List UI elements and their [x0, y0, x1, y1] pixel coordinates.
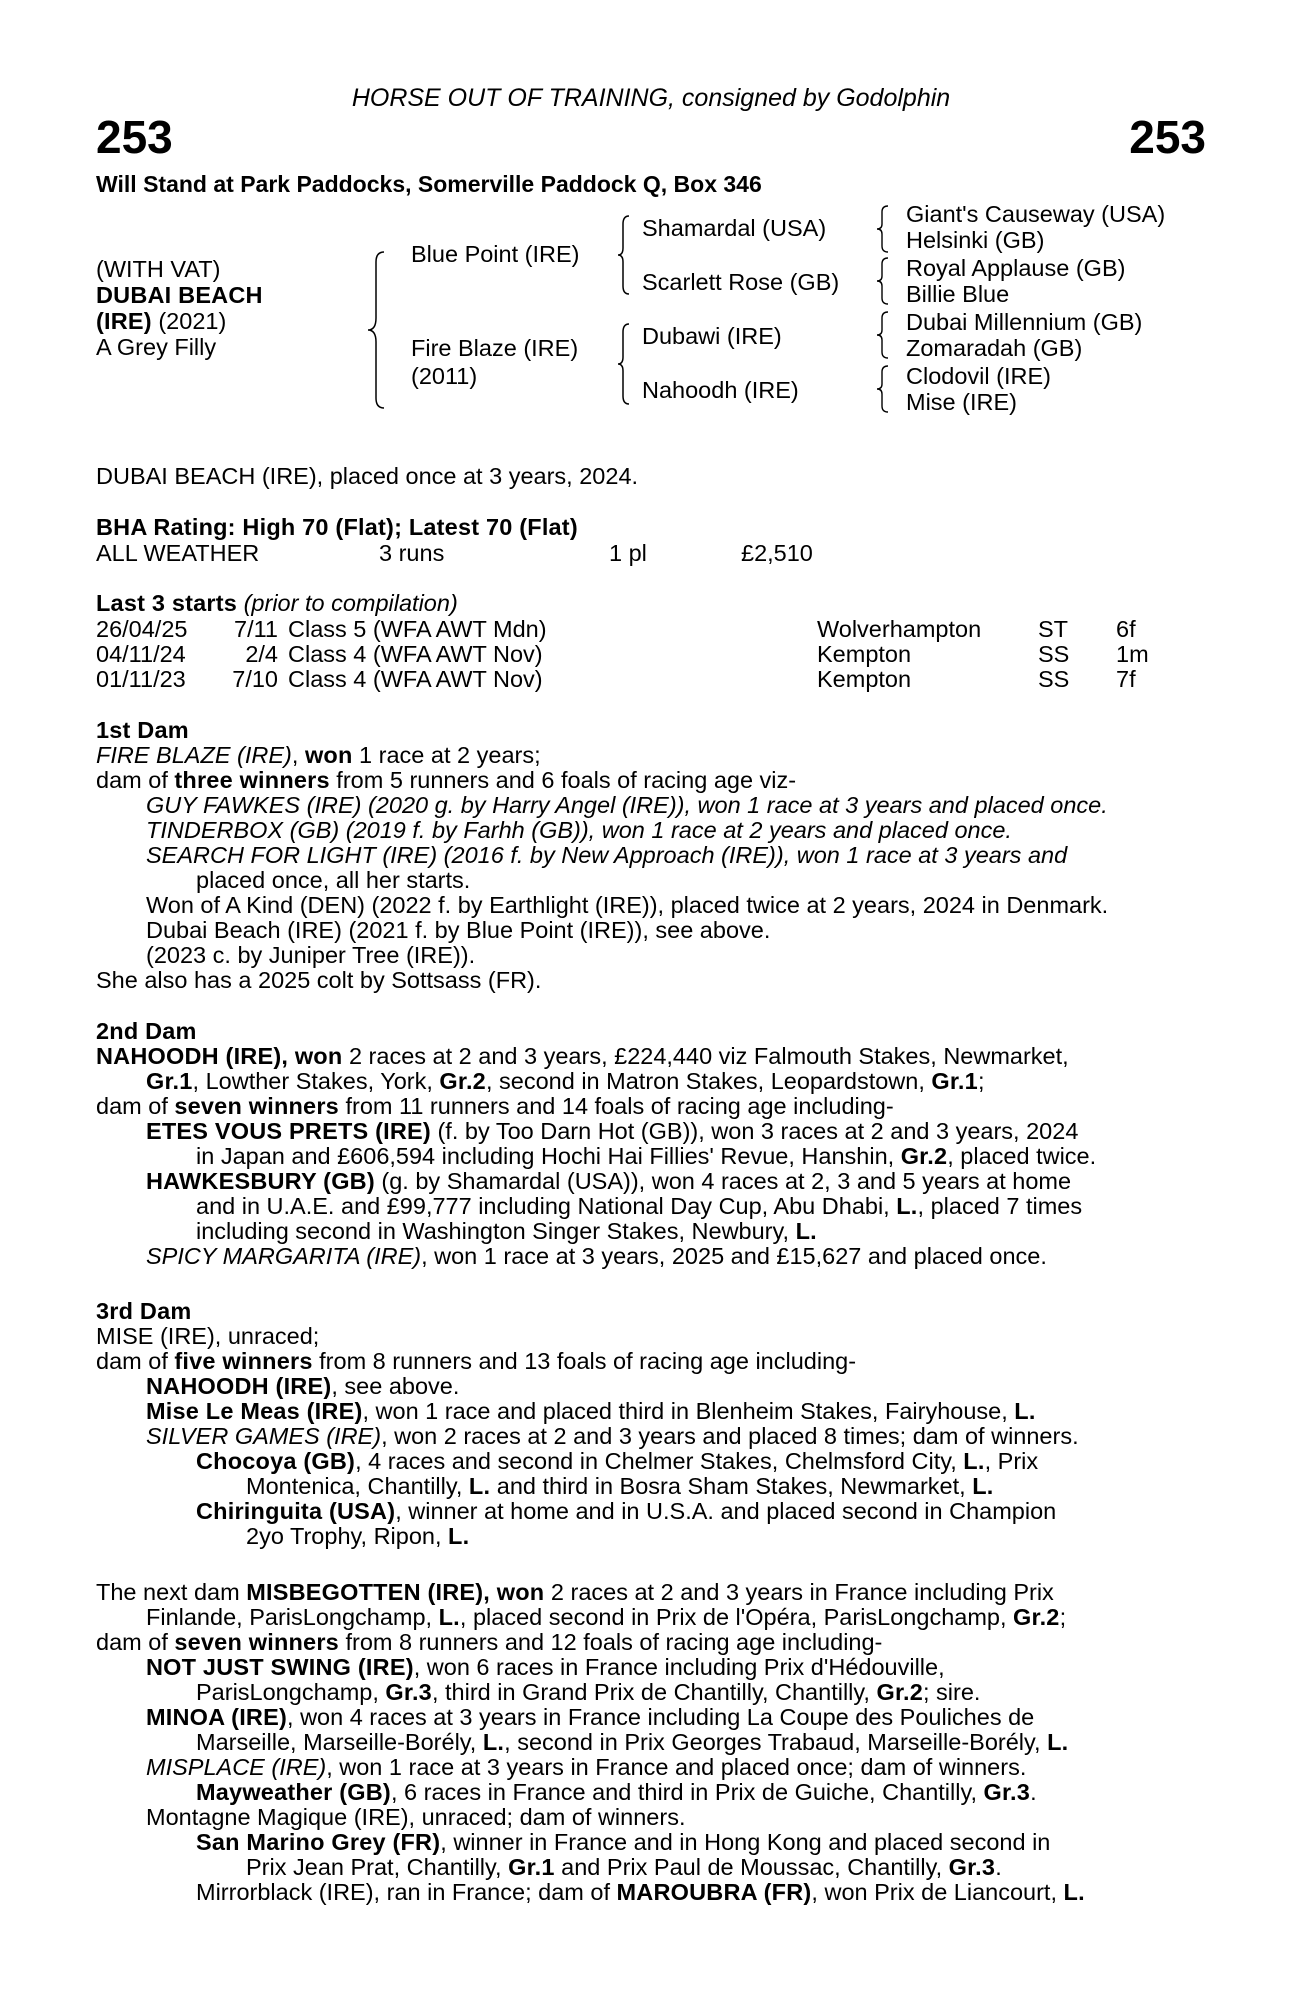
- horse-description: A Grey Filly: [96, 334, 217, 360]
- grade-label: Gr.1: [146, 1068, 193, 1094]
- winners-count: three winners: [174, 767, 330, 793]
- produce-entry-continued: [196, 1144, 1096, 1169]
- text-run: , placed 7 times: [917, 1193, 1083, 1219]
- rating-earnings: £2,510: [741, 540, 813, 566]
- listed-label: L.: [1047, 1729, 1069, 1755]
- text-run: from 8 runners and 13 foals of racing age including-: [312, 1348, 857, 1374]
- text-run: , third in Grand Prix de Chantilly, Chantilly,: [431, 1679, 877, 1705]
- start-going: SS: [1038, 641, 1070, 667]
- start-date: 04/11/24: [96, 641, 186, 667]
- horse-name: MAROUBRA (FR): [616, 1879, 812, 1905]
- produce-entry-continued: [246, 1524, 469, 1549]
- text-run: from 8 runners and 12 foals of racing age including-: [338, 1629, 883, 1655]
- produce-entry: Dubai Beach (IRE) (2021 f. by Blue Point (IRE)), see above.: [146, 917, 771, 943]
- sire-brace: [616, 214, 632, 296]
- second-dam-line: [146, 1069, 984, 1094]
- sire-dam-dam: Billie Blue: [906, 281, 1010, 307]
- dam-brace: [616, 322, 632, 406]
- grade-label: Gr.2: [900, 1143, 948, 1169]
- stand-location: Will Stand at Park Paddocks, Somerville Paddock Q, Box 346: [96, 171, 762, 197]
- ss-brace: [876, 204, 890, 254]
- produce-entry: [146, 1399, 1036, 1424]
- produce-entry: GUY FAWKES (IRE) (2020 g. by Harry Angel (IRE)), won 1 race at 3 years and placed once.: [146, 792, 1108, 818]
- dam-name: Fire Blaze (IRE): [411, 335, 579, 361]
- produce-entry: [196, 1499, 1206, 1524]
- produce-entry-continued: [196, 1680, 980, 1705]
- produce-entry: [196, 1780, 1037, 1805]
- last-starts-note: (prior to compilation): [237, 590, 458, 616]
- produce-entry: Won of A Kind (DEN) (2022 f. by Earthlight (IRE)), placed twice at 2 years, 2024 in Denmark.: [146, 892, 1109, 918]
- text-run: Montenica, Chantilly,: [246, 1473, 469, 1499]
- text-run: ; sire.: [923, 1679, 981, 1705]
- horse-name: HAWKESBURY (GB): [146, 1168, 375, 1194]
- text-run: and Prix Paul de Moussac, Chantilly,: [554, 1854, 949, 1880]
- text-run: The next dam: [96, 1579, 247, 1605]
- won-label: won: [304, 742, 353, 768]
- rating-placed: 1 pl: [609, 540, 647, 566]
- produce-entry: (2023 c. by Juniper Tree (IRE)).: [146, 942, 476, 968]
- sire-dam-sire: Royal Applause (GB): [906, 255, 1126, 281]
- winners-count: seven winners: [174, 1629, 339, 1655]
- text-run: 2yo Trophy, Ripon,: [246, 1523, 449, 1549]
- text-run: 2 races at 2 and 3 years in France including Prix: [544, 1579, 1054, 1605]
- second-dam-produce-line: [96, 1094, 894, 1119]
- last-starts-heading: [96, 591, 458, 616]
- produce-entry: Montagne Magique (IRE), unraced; dam of winners.: [146, 1804, 686, 1830]
- horse-name: ETES VOUS PRETS (IRE): [146, 1118, 431, 1144]
- listed-label: L.: [1014, 1398, 1036, 1424]
- text-run: , placed second in Prix de l'Opéra, ParisLongchamp,: [459, 1604, 1014, 1630]
- horse-name: DUBAI BEACH: [96, 282, 263, 308]
- vat-note: (WITH VAT): [96, 256, 221, 282]
- text-run: ;: [977, 1068, 985, 1094]
- text-run: and in U.A.E. and £99,777 including National Day Cup, Abu Dhabi,: [196, 1193, 897, 1219]
- text-run: , won 6 races in France including Prix d'Hédouville,: [413, 1654, 945, 1680]
- produce-entry: [196, 1830, 1206, 1855]
- sire-dam: Scarlett Rose (GB): [642, 269, 840, 295]
- text-run: , won Prix de Liancourt,: [811, 1879, 1064, 1905]
- grade-label: Gr.3: [385, 1679, 432, 1705]
- produce-entry-continued: [196, 1219, 817, 1244]
- rating-runs: 3 runs: [379, 540, 445, 566]
- next-dam-line: [146, 1605, 1066, 1630]
- start-course: Kempton: [817, 666, 912, 692]
- start-distance: 6f: [1116, 616, 1136, 642]
- produce-entry-continued: [196, 1730, 1068, 1755]
- start-date: 26/04/25: [96, 616, 188, 642]
- start-distance: 7f: [1116, 666, 1136, 692]
- dam-dam-dam: Mise (IRE): [906, 389, 1017, 415]
- third-dam-heading: 3rd Dam: [96, 1298, 192, 1324]
- first-dam-produce-line: [96, 768, 796, 793]
- produce-entry-continued: [246, 1855, 1002, 1880]
- listed-label: L.: [448, 1523, 470, 1549]
- third-dam-line: MISE (IRE), unraced;: [96, 1323, 320, 1349]
- start-race: Class 5 (WFA AWT Mdn): [288, 616, 547, 642]
- next-dam-produce-line: [96, 1630, 882, 1655]
- horse-name: Mayweather (GB): [196, 1779, 391, 1805]
- horse-name: NAHOODH (IRE): [146, 1373, 332, 1399]
- start-race: Class 4 (WFA AWT Nov): [288, 666, 543, 692]
- start-distance: 1m: [1116, 641, 1149, 667]
- text-run: , Lowther Stakes, York,: [192, 1068, 440, 1094]
- first-dam-note: She also has a 2025 colt by Sottsass (FR).: [96, 967, 542, 993]
- text-run: , see above.: [331, 1373, 460, 1399]
- text-run: .: [1030, 1779, 1037, 1805]
- listed-label: L.: [972, 1473, 994, 1499]
- horse-country: (IRE): [96, 308, 152, 334]
- produce-entry: [146, 1244, 1047, 1269]
- produce-entry: [146, 1705, 1206, 1730]
- text-run: , won 1 race and placed third in Blenheim Stakes, Fairyhouse,: [362, 1398, 1015, 1424]
- ds-brace: [876, 310, 890, 360]
- pedigree-brace-main: [366, 250, 388, 410]
- lot-number-right: 253: [1129, 111, 1206, 163]
- grade-label: Gr.2: [1013, 1604, 1060, 1630]
- produce-entry: [146, 1655, 1206, 1680]
- start-going: SS: [1038, 666, 1070, 692]
- text-run: in Japan and £606,594 including Hochi Hai Fillies' Revue, Hanshin,: [196, 1143, 901, 1169]
- winners-count: seven winners: [174, 1093, 339, 1119]
- grade-label: Gr.2: [439, 1068, 486, 1094]
- text-run: 1 race at 2 years;: [352, 742, 541, 768]
- text-run: dam of: [96, 1629, 175, 1655]
- text-run: Marseille, Marseille-Borély,: [196, 1729, 483, 1755]
- horse-name: Mise Le Meas (IRE): [146, 1398, 363, 1424]
- dam-name: FIRE BLAZE (IRE): [96, 742, 292, 768]
- first-dam-line: [96, 743, 541, 768]
- start-position: 2/4: [245, 641, 278, 667]
- listed-label: L.: [896, 1193, 918, 1219]
- listed-label: L.: [795, 1218, 817, 1244]
- start-going: ST: [1038, 616, 1069, 642]
- horse-name: Chocoya (GB): [196, 1448, 356, 1474]
- dam-sire: Dubawi (IRE): [642, 323, 782, 349]
- text-run: , won 4 races at 3 years in France including La Coupe des Pouliches de: [287, 1704, 1035, 1730]
- listed-label: L.: [1063, 1879, 1085, 1905]
- text-run: (g. by Shamardal (USA)), won 4 races at 2, 3 and 5 years at home: [374, 1168, 1072, 1194]
- text-run: ;: [1059, 1604, 1067, 1630]
- text-run: ParisLongchamp,: [196, 1679, 386, 1705]
- produce-entry: [146, 1374, 459, 1399]
- text-run: 2 races at 2 and 3 years, £224,440 viz Falmouth Stakes, Newmarket,: [342, 1043, 1069, 1069]
- horse-foaled-year: (2021): [151, 308, 227, 334]
- lot-number-left: 253: [96, 111, 173, 163]
- text-run: , won 1 race at 3 years, 2025 and £15,627 and placed once.: [421, 1243, 1047, 1269]
- catalogue-page: [96, 0, 1206, 2000]
- produce-entry-continued: [196, 1194, 1206, 1219]
- listed-label: L.: [482, 1729, 505, 1755]
- grade-label: Gr.1: [931, 1068, 978, 1094]
- text-run: , second in Prix Georges Trabaud, Marseille-Borély,: [504, 1729, 1048, 1755]
- text-run: ,: [291, 742, 305, 768]
- last-starts-title: Last 3 starts: [96, 590, 238, 616]
- produce-entry: TINDERBOX (GB) (2019 f. by Farhh (GB)), won 1 race at 2 years and placed once.: [146, 817, 1012, 843]
- sire-sire-sire: Giant's Causeway (USA): [906, 201, 1166, 227]
- next-dam-line: [96, 1580, 1206, 1605]
- start-course: Kempton: [817, 641, 912, 667]
- horse-name: Chiringuita (USA): [196, 1498, 396, 1524]
- horse-name: NOT JUST SWING (IRE): [146, 1654, 414, 1680]
- produce-entry-continued: [246, 1474, 993, 1499]
- second-dam-line: [96, 1044, 1206, 1069]
- produce-entry: [146, 1119, 1206, 1144]
- rating-surface: ALL WEATHER: [96, 540, 260, 566]
- text-run: (f. by Too Darn Hot (GB)), won 3 races at 2 and 3 years, 2024: [430, 1118, 1079, 1144]
- start-date: 01/11/23: [96, 666, 186, 692]
- produce-entry: [196, 1449, 1206, 1474]
- listed-label: L.: [468, 1473, 491, 1499]
- text-run: , placed twice.: [947, 1143, 1097, 1169]
- text-run: .: [995, 1854, 1002, 1880]
- horse-name: MISPLACE (IRE): [146, 1754, 327, 1780]
- text-run: , 4 races and second in Chelmer Stakes, Chelmsford City,: [355, 1448, 964, 1474]
- horse-name: SILVER GAMES (IRE): [146, 1423, 382, 1449]
- dam-year: (2011): [411, 363, 478, 389]
- sire-sire-dam: Helsinki (GB): [906, 227, 1045, 253]
- text-run: , winner at home and in U.S.A. and placed second in Champion: [395, 1498, 1057, 1524]
- produce-entry: [146, 1755, 1026, 1780]
- grade-label: Gr.1: [508, 1854, 555, 1880]
- listed-label: L.: [438, 1604, 460, 1630]
- text-run: Mirrorblack (IRE), ran in France; dam of: [196, 1879, 617, 1905]
- start-course: Wolverhampton: [817, 616, 982, 642]
- produce-entry: [196, 1880, 1085, 1905]
- produce-entry: SEARCH FOR LIGHT (IRE) (2016 f. by New Approach (IRE)), won 1 race at 3 years and: [146, 842, 1068, 868]
- grade-label: Gr.3: [983, 1779, 1031, 1805]
- dam-name: NAHOODH (IRE), won: [96, 1043, 343, 1069]
- start-position: 7/10: [232, 666, 278, 692]
- consignment-header: HORSE OUT OF TRAINING, consigned by Godolphin: [351, 84, 951, 112]
- text-run: including second in Washington Singer Stakes, Newbury,: [196, 1218, 796, 1244]
- sd-brace: [876, 256, 890, 306]
- text-run: from 5 runners and 6 foals of racing age viz-: [329, 767, 797, 793]
- horse-name: San Marino Grey (FR): [196, 1829, 441, 1855]
- sire-sire: Shamardal (USA): [642, 215, 827, 241]
- horse-name: MINOA (IRE): [146, 1704, 288, 1730]
- listed-label: L.: [963, 1448, 985, 1474]
- dam-dam: Nahoodh (IRE): [642, 377, 799, 403]
- start-race: Class 4 (WFA AWT Nov): [288, 641, 543, 667]
- winners-count: five winners: [174, 1348, 313, 1374]
- text-run: , 6 races in France and third in Prix de Guiche, Chantilly,: [390, 1779, 984, 1805]
- text-run: from 11 runners and 14 foals of racing age including-: [338, 1093, 894, 1119]
- dam-name: MISBEGOTTEN (IRE), won: [246, 1579, 545, 1605]
- text-run: dam of: [96, 1348, 175, 1374]
- sire-name: Blue Point (IRE): [411, 241, 580, 267]
- produce-entry: [146, 1424, 1079, 1449]
- text-run: Finlande, ParisLongchamp,: [146, 1604, 439, 1630]
- grade-label: Gr.2: [876, 1679, 923, 1705]
- produce-entry-continued: placed once, all her starts.: [196, 867, 471, 893]
- produce-entry: [146, 1169, 1206, 1194]
- horse-origin-year: [96, 309, 226, 334]
- text-run: , Prix: [984, 1448, 1039, 1474]
- text-run: , winner in France and in Hong Kong and placed second in: [440, 1829, 1051, 1855]
- text-run: , second in Matron Stakes, Leopardstown,: [485, 1068, 932, 1094]
- text-run: Prix Jean Prat, Chantilly,: [246, 1854, 509, 1880]
- second-dam-heading: 2nd Dam: [96, 1018, 197, 1044]
- start-position: 7/11: [234, 616, 278, 642]
- dam-sire-sire: Dubai Millennium (GB): [906, 309, 1143, 335]
- text-run: dam of: [96, 767, 175, 793]
- text-run: , won 1 race at 3 years in France and placed once; dam of winners.: [326, 1754, 1027, 1780]
- bha-rating: BHA Rating: High 70 (Flat); Latest 70 (Flat): [96, 514, 578, 540]
- text-run: , won 2 races at 2 and 3 years and placed 8 times; dam of winners.: [381, 1423, 1079, 1449]
- first-dam-heading: 1st Dam: [96, 717, 189, 743]
- race-summary: DUBAI BEACH (IRE), placed once at 3 years, 2024.: [96, 463, 639, 489]
- dd-brace: [876, 364, 890, 414]
- horse-name: SPICY MARGARITA (IRE): [146, 1243, 422, 1269]
- dam-sire-dam: Zomaradah (GB): [906, 335, 1083, 361]
- text-run: dam of: [96, 1093, 175, 1119]
- third-dam-produce-line: [96, 1349, 856, 1374]
- text-run: and third in Bosra Sham Stakes, Newmarket,: [490, 1473, 973, 1499]
- dam-dam-sire: Clodovil (IRE): [906, 363, 1051, 389]
- grade-label: Gr.3: [948, 1854, 996, 1880]
